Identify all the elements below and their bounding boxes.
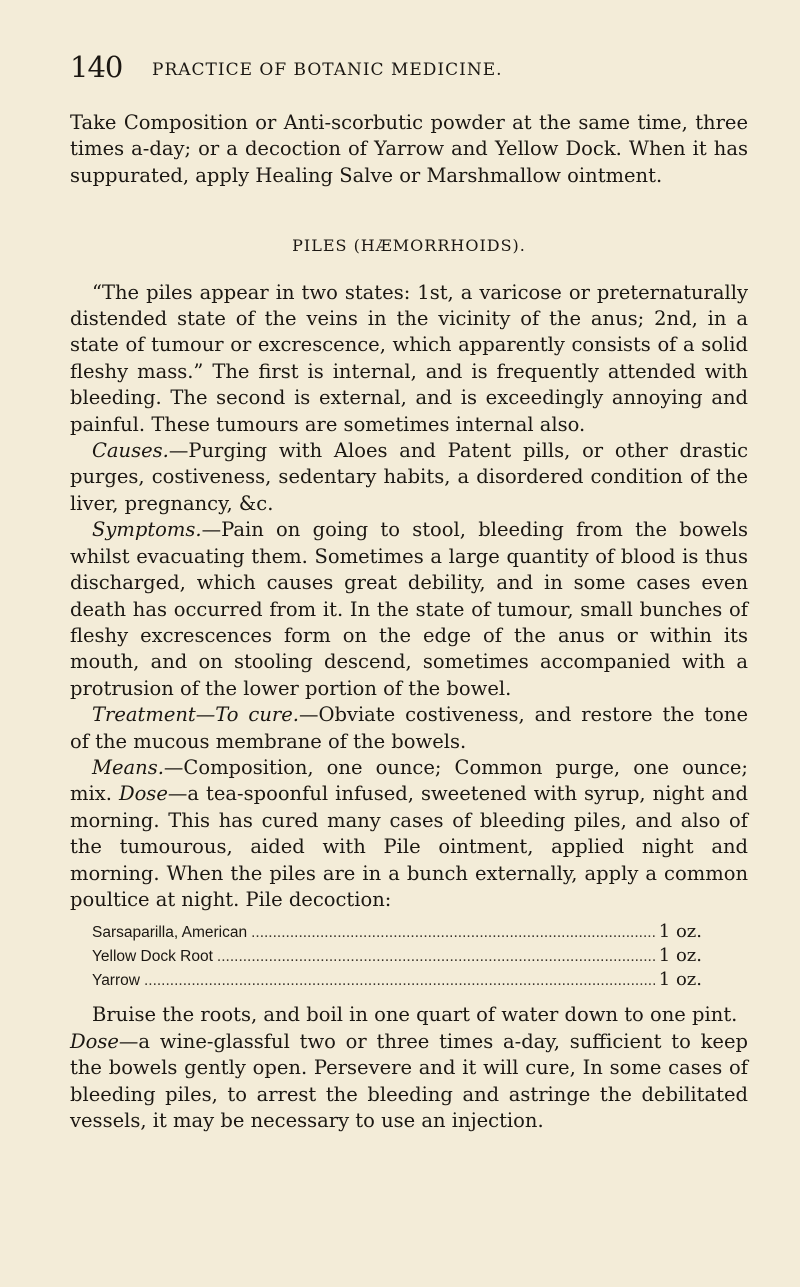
causes-text: —Purging with Aloes and Patent pills, or other drastic purges, costiveness, sedentary habits, a disordered condition of the liver, pregnancy, &c. — [70, 439, 748, 515]
causes-label: Causes. — [92, 439, 169, 463]
recipe-item: Sarsaparilla, American — [92, 924, 248, 942]
means-dose-text: —a tea-spoonful infused, sweetened with syrup, night and morning. This has cured many cases of bleeding piles, and also of the tumourous, aided with Pile ointment, applied night and morning. When the piles are in a bunch externally, apply a common poultice at night. Pile decoction: — [70, 782, 748, 911]
recipe-row — [92, 944, 702, 968]
treatment-paragraph — [70, 702, 748, 755]
final-paragraph — [70, 1029, 748, 1135]
running-head: PRACTICE OF BOTANIC MEDICINE. — [152, 60, 503, 80]
final-text: —a wine-glassful two or three times a-day, sufficient to keep the bowels gently open. Persevere and it will cure, In some cases of bleeding piles, to arrest the bleeding and astringe the debilitated vessels, it may be necessary to use an injection. — [70, 1029, 748, 1132]
page-header — [70, 50, 748, 90]
bruise-paragraph: Bruise the roots, and boil in one quart of water down to one pint. — [92, 1003, 738, 1027]
causes-paragraph — [70, 438, 748, 517]
recipe-item: Yarrow — [92, 972, 140, 990]
dot-leader — [144, 969, 655, 992]
final-dose-label: Dose — [70, 1029, 119, 1053]
section-title: PILES (HÆMORRHOIDS). — [292, 236, 526, 256]
symptoms-text: —Pain on going to stool, bleeding from the bowels whilst evacuating them. Sometimes a large quantity of blood is thus discharged, which causes great debility, and in some cases even death has occurred from it. In the state of tumour, small bunches of fleshy excrescences form on the edge of the anus or within its mouth, and on stooling descend, sometimes accompanied with a protrusion of the lower portion of the bowel. — [70, 518, 748, 700]
symptoms-paragraph — [70, 517, 748, 702]
means-paragraph — [70, 755, 748, 913]
dot-leader — [251, 921, 655, 944]
recipe-quantity: 1 oz. — [658, 921, 702, 943]
means-label: Means. — [92, 755, 164, 779]
treatment-text: —Obviate costiveness, and restore the tone of the mucous membrane of the bowels. — [70, 703, 748, 753]
dot-leader — [217, 945, 655, 968]
recipe-quantity: 1 oz. — [658, 969, 702, 991]
recipe-row — [92, 920, 702, 944]
intro-paragraph: Take Composition or Anti-scorbutic powder at the same time, three times a-day; or a decoction of Yarrow and Yellow Dock. When it has suppurated, apply Healing Salve or Marshmallow ointment. — [70, 111, 748, 187]
quote-paragraph: “The piles appear in two states: 1st, a varicose or preternaturally distended state of the veins in the vicinity of the anus; 2nd, in a state of tumour or excrescence, which apparently consists of a solid fleshy mass.” The first is internal, and is frequently attended with bleeding. The second is external, and is exceedingly annoying and painful. These tumours are sometimes internal also. — [70, 280, 748, 436]
means-dose-label: Dose — [118, 782, 168, 806]
treatment-label: Treatment—To cure. — [92, 703, 299, 727]
page-body — [70, 110, 748, 1134]
recipe-list — [92, 920, 748, 992]
page-number: 140 — [70, 50, 123, 84]
means-text: —Composition, one ounce; Common purge, one ounce; mix. — [70, 755, 748, 806]
symptoms-label: Symptoms. — [92, 518, 202, 542]
recipe-item: Yellow Dock Root — [92, 948, 213, 966]
recipe-row — [92, 968, 702, 992]
recipe-quantity: 1 oz. — [658, 945, 702, 967]
